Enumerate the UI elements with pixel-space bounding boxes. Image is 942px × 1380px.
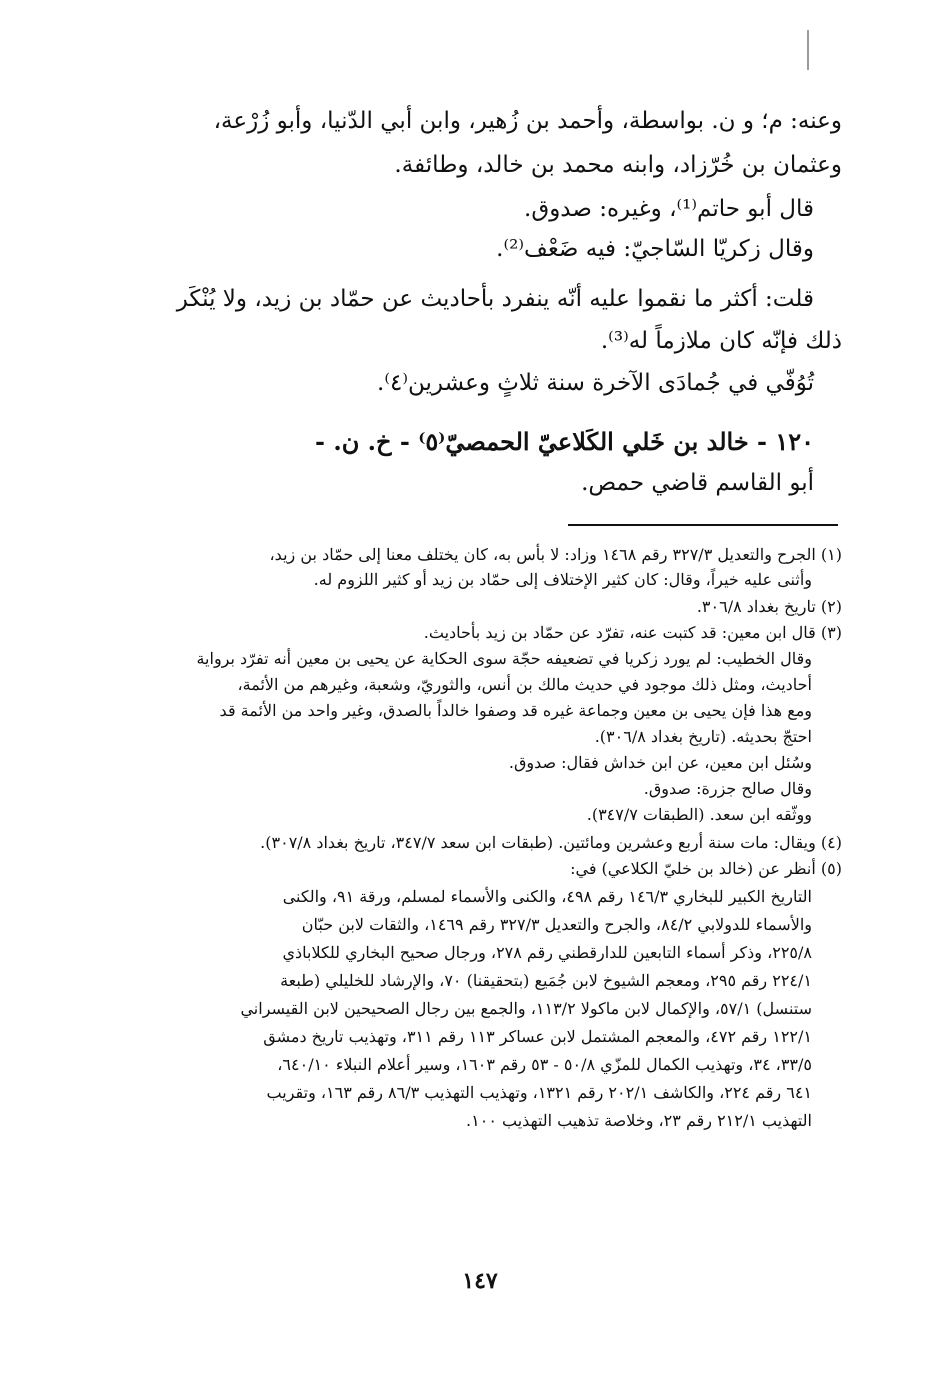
entry-heading: ١٢٠ - خالد بن خَلي الكَلاعيّ الحمصيّ⁽٥⁾ - خ. ن. - bbox=[315, 427, 814, 456]
main-line: أبو القاسم قاضي حمص. bbox=[581, 470, 814, 496]
footnote-line: التاريخ الكبير للبخاري ١٤٦/٣ رقم ٤٩٨، والكنى والأسماء لمسلم، ورقة ٩١، والكنى bbox=[282, 887, 812, 906]
footnote-line: ١٢٢/١ رقم ٤٧٢، والمعجم المشتمل لابن عساكر ١١٣ رقم ٣١١، وتهذيب تاريخ دمشق bbox=[263, 1027, 812, 1046]
footnote-line: ٣٣/٥، ٣٤، وتهذيب الكمال للمزّي ٥٠/٨ - ٥٣ رقم ١٦٠٣، وسير أعلام النبلاء ٦٤٠/١٠، bbox=[277, 1055, 812, 1074]
main-line: وعثمان بن خُرّزاد، وابنه محمد بن خالد، وطائفة. bbox=[394, 152, 842, 178]
footnote-line: وقال صالح جزرة: صدوق. bbox=[643, 779, 812, 798]
footnote-line: ومع هذا فإن يحيى بن معين وجماعة غيره قد وصفوا خالداً بالصدق، وغير واحد من الأئمة قد bbox=[219, 701, 812, 720]
footnote-line: (١) الجرح والتعديل ٣٢٧/٣ رقم ١٤٦٨ وزاد: لا بأس به، كان يختلف معنا إلى حمّاد بن زيد، bbox=[269, 545, 842, 564]
main-line: وعنه: م؛ و ن. بواسطة، وأحمد بن زُهير، وابن أبي الدّنيا، وأبو زُرْعة، bbox=[213, 108, 842, 134]
page-number: ١٤٧ bbox=[462, 1268, 498, 1294]
footnote-line: (٥) أنظر عن (خالد بن خليّ الكلاعي) في: bbox=[570, 859, 842, 878]
footnote-line: ووثّقه ابن سعد. (الطبقات ٣٤٧/٧). bbox=[586, 805, 812, 824]
main-line: وقال زكريّا السّاجيّ: فيه ضَعْف⁽²⁾. bbox=[496, 236, 814, 262]
footnote-line: ٢٢٤/١ رقم ٢٩٥، ومعجم الشيوخ لابن جُمَيع (بتحقيقنا) ٧٠، والإرشاد للخليلي (طبعة bbox=[280, 971, 812, 990]
footnote-line: (٣) قال ابن معين: قد كتبت عنه، تفرّد عن حمّاد بن زيد بأحاديث. bbox=[423, 623, 842, 642]
footnote-line: ستنسل) ٥٧/١، والإكمال لابن ماكولا ١١٣/٢، والجمع بين رجال الصحيحين لابن القيسراني bbox=[240, 999, 812, 1018]
footnote-line: وأثنى عليه خيراً، وقال: كان كثير الإختلاف إلى حمّاد بن زيد أو كثير اللزوم له. bbox=[313, 570, 812, 589]
footnote-line: أحاديث، ومثل ذلك موجود في حديث مالك بن أنس، والثوريّ، وشعبة، وغيرهم من الأئمة، bbox=[237, 675, 812, 694]
footnote-line: وسُئل ابن معين، عن ابن خداش فقال: صدوق. bbox=[508, 753, 812, 772]
main-line: قلت: أكثر ما نقموا عليه أنّه ينفرد بأحاديث عن حمّاد بن زيد، ولا يُنْكَر bbox=[176, 286, 814, 312]
footnote-separator bbox=[568, 524, 838, 526]
main-line: ذلك فإنّه كان ملازماً له⁽³⁾. bbox=[600, 328, 842, 354]
footnote-line: احتجّ بحديثه. (تاريخ بغداد ٣٠٦/٨). bbox=[594, 727, 812, 746]
main-line: تُوُفّي في جُمادَى الآخرة سنة ثلاثٍ وعشرين⁽٤⁾. bbox=[377, 370, 814, 396]
footnote-line: وقال الخطيب: لم يورد زكريا في تضعيفه حجّة سوى الحكاية عن يحيى بن معين أنه تفرّد برواية bbox=[196, 649, 812, 668]
footnote-line: والأسماء للدولابي ٨٤/٢، والجرح والتعديل ٣٢٧/٣ رقم ١٤٦٩، والثقات لابن حبّان bbox=[301, 915, 812, 934]
footnote-line: ٢٢٥/٨، وذكر أسماء التابعين للدارقطني رقم ٢٧٨، ورجال صحيح البخاري للكلاباذي bbox=[282, 943, 812, 962]
margin-mark bbox=[807, 30, 809, 70]
footnote-line: التهذيب ٢١٢/١ رقم ٢٣، وخلاصة تذهيب التهذيب ١٠٠. bbox=[466, 1111, 812, 1130]
footnote-line: (٢) تاريخ بغداد ٣٠٦/٨. bbox=[696, 597, 842, 616]
main-line: قال أبو حاتم⁽¹⁾، وغيره: صدوق. bbox=[524, 196, 814, 222]
footnote-line: ٦٤١ رقم ٢٢٤، والكاشف ٢٠٢/١ رقم ١٣٢١، وتهذيب التهذيب ٨٦/٣ رقم ١٦٣، وتقريب bbox=[266, 1083, 812, 1102]
footnote-line: (٤) ويقال: مات سنة أربع وعشرين ومائتين. (طبقات ابن سعد ٣٤٧/٧، تاريخ بغداد ٣٠٧/٨). bbox=[260, 833, 842, 852]
